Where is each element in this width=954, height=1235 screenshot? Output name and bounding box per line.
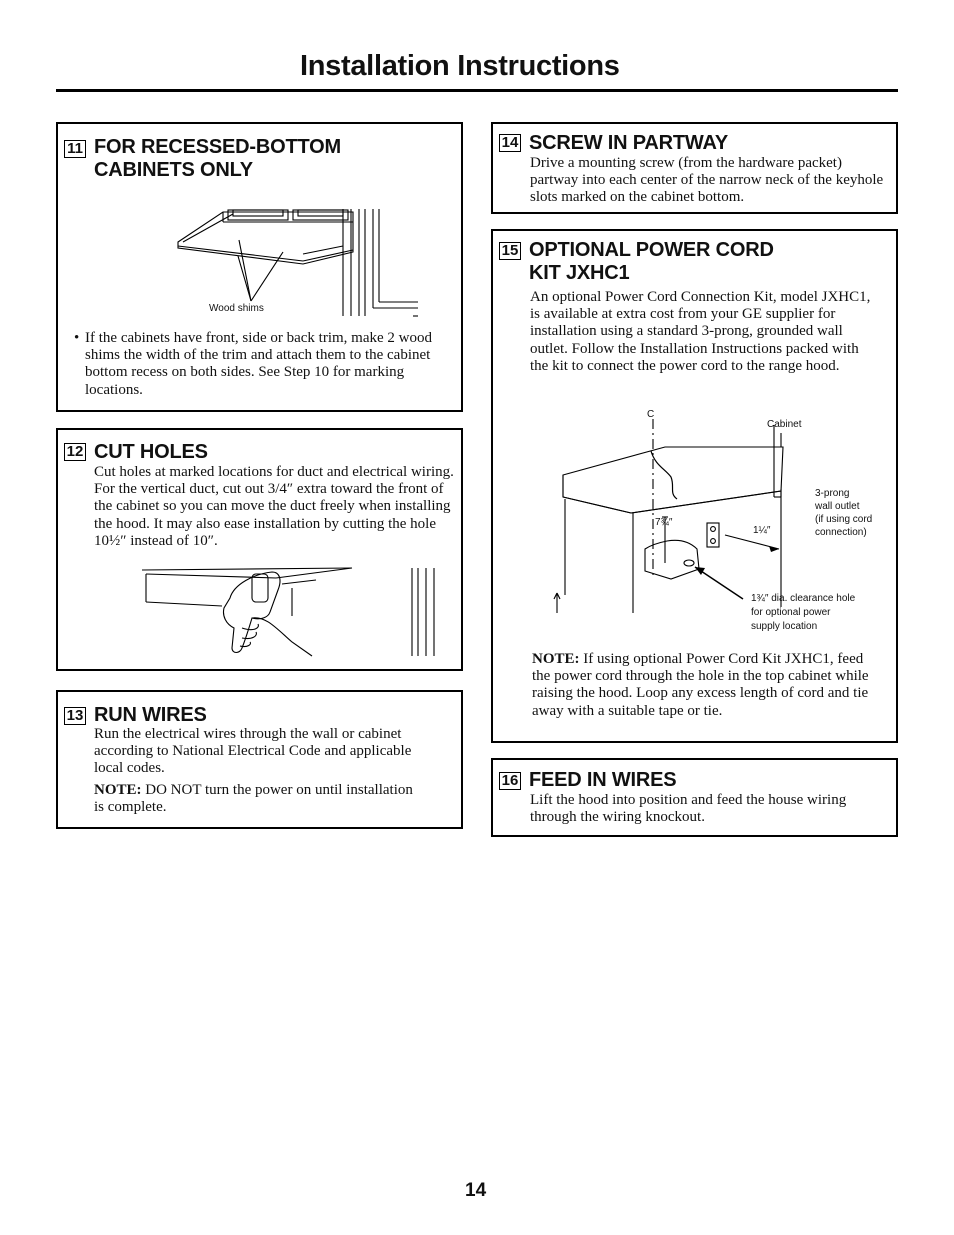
step-heading-line: OPTIONAL POWER CORD	[529, 239, 774, 261]
note-text: If using optional Power Cord Kit JXHC1, feed the power cord through the hole in the top cabinet while raising the hood. Loop any excess length of cord and tie away with a suitable tape or tie.	[532, 651, 869, 719]
step-heading-line: CABINETS ONLY	[94, 159, 253, 181]
step-number: 16	[499, 772, 521, 790]
step-number: 15	[499, 242, 521, 260]
figure-label-wood-shims: Wood shims	[209, 303, 264, 314]
step-heading: SCREW IN PARTWAY	[529, 132, 729, 154]
figure-label-outlet: connection)	[815, 527, 867, 538]
note-text: DO NOT turn the power on until installation is complete.	[94, 782, 413, 816]
dimension-label: 1¼″	[753, 525, 771, 536]
step-number: 11	[64, 140, 86, 158]
step-13-panel	[56, 690, 463, 829]
bullet-item	[74, 330, 444, 399]
step-text: Cut holes at marked locations for duct and electrical wiring. For the vertical duct, cut out 3/4″ extra toward the front of the cabinet so you can move the duct freely when installing the hood. It may also ease installation by cutting the hole 10½″ instead of 10″.	[94, 464, 454, 549]
step-text: Drive a mounting screw (from the hardware packet) partway into each center of the narrow neck of the keyhole slots marked on the cabinet bottom.	[530, 155, 884, 206]
step-heading	[94, 136, 341, 182]
power-cord-outlet-diagram	[547, 407, 887, 643]
note-label: NOTE:	[94, 782, 142, 798]
step-note	[532, 651, 872, 720]
step-16-panel	[491, 758, 898, 837]
figure-label-hole: 1¾″ dia. clearance hole	[751, 593, 856, 604]
step-11-panel	[56, 122, 463, 412]
step-heading-line: FOR RECESSED-BOTTOM	[94, 136, 341, 158]
step-number: 12	[64, 443, 86, 461]
step-heading: FEED IN WIRES	[529, 769, 677, 791]
step-number: 14	[499, 134, 521, 152]
step-heading: CUT HOLES	[94, 441, 208, 463]
step-text: Run the electrical wires through the wall or cabinet according to National Electrical Code and applicable local codes.	[94, 726, 412, 777]
step-12-panel	[56, 428, 463, 671]
bullet-icon: •	[74, 330, 80, 346]
title-divider	[56, 89, 898, 92]
figure-label-outlet: wall outlet	[815, 501, 860, 512]
step-15-panel	[491, 229, 898, 743]
figure-label-outlet: (if using cord	[815, 514, 873, 525]
note-label: NOTE:	[532, 651, 580, 667]
step-text: Lift the hood into position and feed the house wiring through the wiring knockout.	[530, 792, 847, 826]
step-heading-line: KIT JXHC1	[529, 262, 630, 284]
dimension-label: 7¾″	[655, 517, 673, 528]
step-number: 13	[64, 707, 86, 725]
cabinet-shims-illustration	[173, 206, 423, 326]
step-text: An optional Power Cord Connection Kit, model JXHC1, is available at extra cost from your GE supplier for installation using a standard 3-prong, grounded wall outlet. Follow the Installation Instructions packed with the kit to connect the power cord to the range hood.	[530, 289, 871, 374]
cut-holes-illustration	[142, 566, 442, 662]
bullet-text: If the cabinets have front, side or back trim, make 2 wood shims the width of the trim and attach them to the cabinet bottom recess on both sides. See Step 10 for marking locations.	[85, 330, 432, 398]
figure-label-outlet: 3-prong	[815, 488, 850, 499]
figure-label-cabinet: Cabinet	[767, 419, 802, 430]
figure-label-hole: supply location	[751, 621, 818, 632]
step-heading: RUN WIRES	[94, 704, 207, 726]
step-heading	[529, 239, 774, 285]
page-title: Installation Instructions	[300, 50, 620, 82]
figure-label-hole: for optional power	[751, 607, 831, 618]
step-14-panel	[491, 122, 898, 214]
centerline-label: C	[647, 409, 655, 420]
step-note	[94, 782, 424, 816]
page-number: 14	[465, 1180, 487, 1201]
